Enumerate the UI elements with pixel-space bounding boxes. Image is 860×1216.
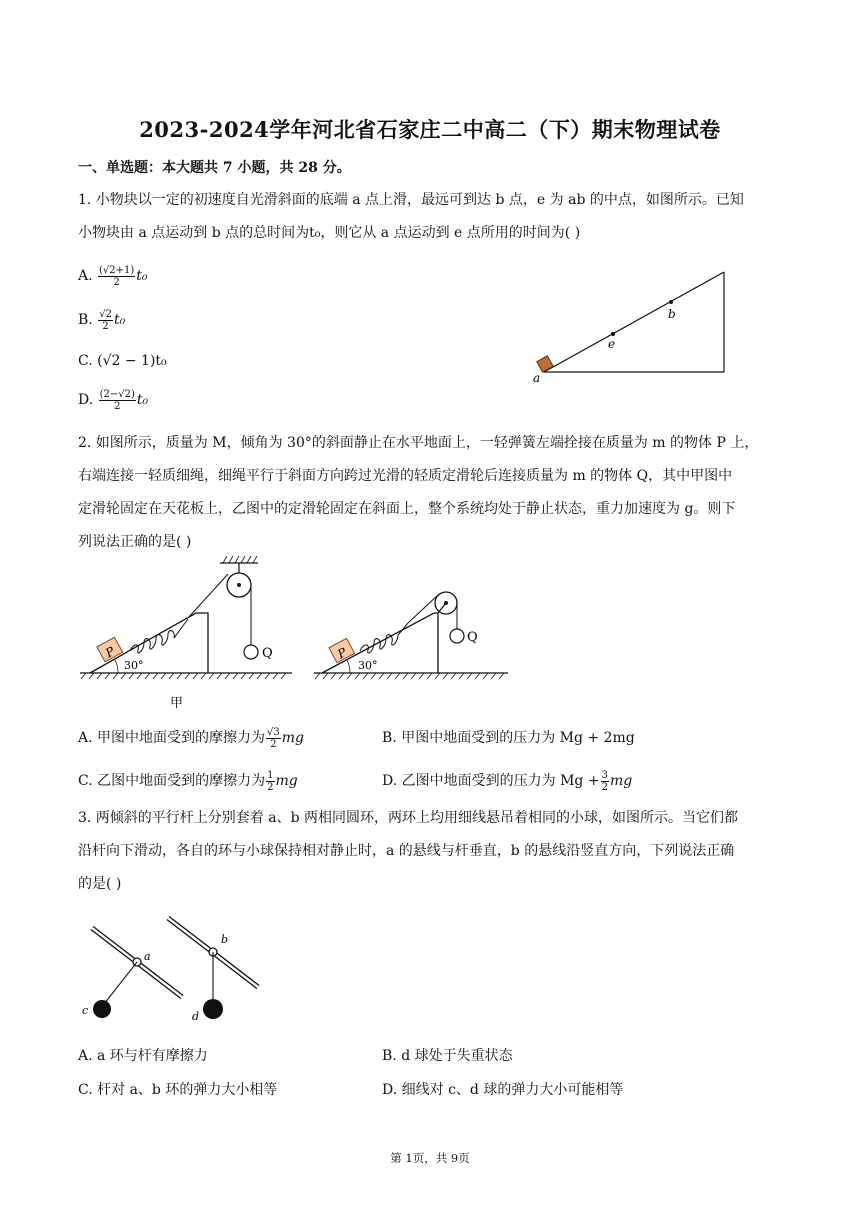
q1-option-b-prefix: B. bbox=[78, 312, 93, 328]
q2-option-c-denominator: 2 bbox=[267, 781, 274, 793]
q1-option-d-denominator: 2 bbox=[114, 400, 121, 412]
q3-option-d: D. 细线对 c、d 球的弹力大小可能相等 bbox=[382, 1082, 624, 1098]
label-angle: 30° bbox=[358, 659, 378, 672]
q2-option-c bbox=[78, 769, 298, 793]
q2-figure-yi bbox=[312, 575, 512, 685]
q1-option-b-denominator: 2 bbox=[102, 320, 109, 332]
q2-figure-jia bbox=[78, 555, 298, 715]
rope-upper bbox=[188, 574, 228, 618]
q3-option-c: C. 杆对 a、b 环的弹力大小相等 bbox=[78, 1082, 278, 1098]
q2-option-d bbox=[382, 769, 632, 793]
point-e bbox=[611, 332, 615, 336]
ball-q bbox=[450, 629, 464, 643]
q2-text-line1: 2. 如图所示，质量为 M，倾角为 30°的斜面静止在水平地面上，一轻弹簧左端拴接在质量为 m 的物体 P 上， bbox=[78, 435, 759, 451]
ball-q bbox=[244, 645, 258, 659]
q1-option-a-fraction bbox=[98, 265, 135, 288]
q1-option-d-fraction bbox=[99, 389, 136, 412]
q1-option-a-numerator: (√2+1) bbox=[99, 264, 135, 276]
q1-option-c: C. (√2 − 1)t₀ bbox=[78, 353, 167, 369]
q1-option-a-tail: t₀ bbox=[136, 268, 148, 284]
label-a: a bbox=[533, 371, 541, 385]
q2-option-a-fraction bbox=[266, 727, 281, 750]
label-a: a bbox=[144, 950, 151, 963]
label-p: P bbox=[103, 644, 118, 661]
q1-option-b-numerator: √2 bbox=[99, 308, 112, 320]
page-footer: 第 1页，共 9页 bbox=[390, 1151, 470, 1165]
incline-slope bbox=[544, 272, 724, 372]
q1-option-a bbox=[78, 264, 148, 288]
label-q: Q bbox=[262, 646, 273, 661]
q2-option-c-fraction bbox=[266, 770, 274, 793]
q2-option-d-fraction bbox=[601, 770, 609, 793]
q3-option-a: A. a 环与杆有摩擦力 bbox=[78, 1048, 208, 1064]
q2-option-d-tail: mg bbox=[609, 773, 633, 789]
angle-arc bbox=[347, 660, 350, 673]
q3-text-line1: 3. 两倾斜的平行杆上分别套着 a、b 两相同圆环，两环上均用细线悬吊着相同的小球，如图所示。当它们都 bbox=[78, 810, 739, 826]
small-block bbox=[537, 356, 553, 372]
q3-text-line2: 沿杆向下滑动，各自的环与小球保持相对静止时，a 的悬线与杆垂直，b 的悬线沿竖直方向，下列说法正确 bbox=[78, 843, 735, 859]
q2-text-line3: 定滑轮固定在天花板上，乙图中的定滑轮固定在斜面上，整个系统均处于静止状态，重力加速度为 g。则下 bbox=[78, 501, 736, 517]
label-b: b bbox=[668, 307, 676, 321]
q2-option-d-text: D. 乙图中地面受到的压力为 Mg + bbox=[382, 773, 600, 789]
ball-d bbox=[203, 999, 223, 1019]
q1-text-line1: 1. 小物块以一定的初速度自光滑斜面的底端 a 点上滑，最远可到达 b 点，e 为 ab 的中点，如图所示。已知 bbox=[78, 192, 744, 208]
q1-option-d-tail: t₀ bbox=[136, 392, 149, 408]
q2-option-d-numerator: 3 bbox=[601, 769, 608, 781]
q2-option-a-denominator: 2 bbox=[270, 738, 277, 750]
label-p: P bbox=[335, 645, 349, 662]
ground-hatch bbox=[81, 673, 286, 679]
q1-option-d bbox=[78, 388, 148, 412]
q2-option-d-denominator: 2 bbox=[601, 781, 608, 793]
q1-option-b bbox=[78, 308, 125, 332]
q3-option-b: B. d 球处于失重状态 bbox=[382, 1048, 513, 1064]
q2-option-a bbox=[78, 726, 304, 750]
ceiling-hatch bbox=[223, 556, 257, 563]
label-e: e bbox=[608, 337, 616, 351]
ball-c bbox=[93, 1000, 111, 1018]
string-a bbox=[104, 962, 137, 1004]
q2-text-line2: 右端连接一轻质细绳，细绳平行于斜面方向跨过光滑的轻质定滑轮后连接质量为 m 的物体 Q，其中甲图中 bbox=[78, 468, 733, 484]
q1-incline-figure bbox=[530, 268, 730, 386]
q1-text-line2: 小物块由 a 点运动到 b 点的总时间为t₀，则它从 a 点运动到 e 点所用的时间为( ) bbox=[78, 225, 581, 241]
section-heading: 一、单选题：本大题共 7 小题，共 28 分。 bbox=[78, 160, 351, 176]
label-q: Q bbox=[467, 630, 478, 645]
q1-option-a-denominator: 2 bbox=[113, 276, 120, 288]
q3-rods-figure bbox=[78, 910, 278, 1035]
point-b bbox=[669, 300, 673, 304]
label-angle: 30° bbox=[124, 659, 144, 672]
label-jia: 甲 bbox=[170, 696, 184, 711]
q3-text-line3: 的是( ) bbox=[78, 876, 122, 892]
ground-hatch bbox=[315, 673, 504, 679]
spring bbox=[130, 619, 188, 653]
q1-option-d-prefix: D. bbox=[78, 392, 94, 408]
label-b: b bbox=[221, 933, 229, 946]
q2-text-line4: 列说法正确的是( ) bbox=[78, 534, 192, 550]
q2-option-a-tail: mg bbox=[281, 730, 304, 746]
angle-arc bbox=[115, 660, 118, 673]
q2-option-c-tail: mg bbox=[275, 773, 298, 789]
q2-option-a-numerator: √3 bbox=[267, 726, 280, 738]
label-c: c bbox=[82, 1004, 89, 1017]
q2-option-a-text: A. 甲图中地面受到的摩擦力为 bbox=[78, 730, 266, 746]
q2-option-b: B. 甲图中地面受到的压力为 Mg + 2mg bbox=[382, 730, 635, 746]
q2-option-c-numerator: 1 bbox=[267, 769, 274, 781]
q1-option-a-prefix: A. bbox=[78, 268, 93, 284]
label-d: d bbox=[192, 1010, 200, 1023]
q2-option-c-text: C. 乙图中地面受到的摩擦力为 bbox=[78, 773, 266, 789]
q1-option-d-numerator: (2−√2) bbox=[99, 388, 135, 400]
q1-option-b-fraction bbox=[98, 309, 113, 332]
q1-option-b-tail: t₀ bbox=[113, 312, 126, 328]
page-title: 2023-2024学年河北省石家庄二中高二（下）期末物理试卷 bbox=[139, 117, 721, 142]
